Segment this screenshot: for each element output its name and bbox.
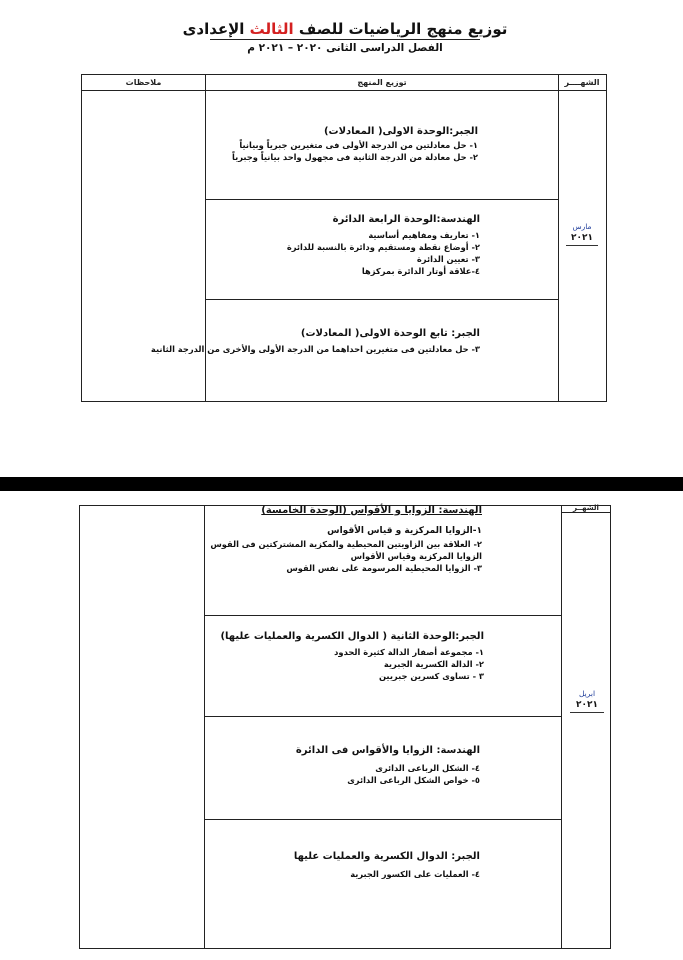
month-underline <box>570 712 604 713</box>
row-divider <box>205 819 561 820</box>
header-month: الشهــر <box>573 504 599 512</box>
month-cell <box>566 688 608 713</box>
block-item: ٣- حل معادلتين فى متغيرين احداهما من الدرجة الأولى والأخرى من الدرجة الثانية <box>150 344 480 354</box>
row-divider <box>206 199 558 200</box>
title-underline <box>210 39 480 41</box>
block-item: ٤-علاقة أوتار الدائرة بمركزها <box>361 266 480 276</box>
title-text-end: الإعدادى <box>182 20 250 38</box>
month-year: ٢٠٢١ <box>576 700 598 710</box>
block-item: الزوايا المركزية وقياس الأقواس <box>350 551 482 561</box>
block-item: ١-الزوايا المركزية و قياس الأقواس <box>327 526 482 536</box>
block-title: الجبر: الدوال الكسرية والعمليات عليها <box>293 851 480 862</box>
document-subtitle: الفصل الدراسى الثانى ٢٠٢٠ – ٢٠٢١ م <box>247 42 443 54</box>
curriculum-table <box>79 505 611 949</box>
month-year: ٢٠٢١ <box>571 233 593 243</box>
curriculum-block <box>134 630 484 682</box>
title-text: توزيع منهج الرياضيات للصف <box>293 20 508 38</box>
block-item: ٣ - تساوى كسرين جبريين <box>378 671 484 681</box>
block-item: ١- مجموعة أصفار الدالة كثيرة الحدود <box>334 647 484 657</box>
title-grade-highlight: الثالث <box>249 20 294 38</box>
block-item: ٢- العلاقة بين الزاويتين المحيطية والمكزية المشتركتين فى القوس <box>210 539 482 549</box>
block-title: الهندسة: الزوايا و الأقواس (الوحدة الخامسة) <box>261 505 482 516</box>
column-divider <box>561 506 562 948</box>
curriculum-block <box>150 850 480 880</box>
row-divider <box>205 615 561 616</box>
block-item: ٤- العمليات على الكسور الجبرية <box>350 869 480 879</box>
block-title: الجبر:الوحدة الثانية ( الدوال الكسرية والعمليات عليها) <box>220 631 484 642</box>
curriculum-block <box>150 213 480 277</box>
header-curriculum: توزيع المنهج <box>357 78 407 87</box>
block-title: الهندسة:الوحدة الرابعة الدائرة <box>332 214 480 225</box>
document-title <box>180 20 510 38</box>
curriculum-block <box>132 504 482 574</box>
month-name: مارس <box>572 222 592 231</box>
curriculum-table <box>81 74 607 402</box>
block-item: ٥- خواص الشكل الرباعى الدائرى <box>347 775 480 785</box>
block-title: الجبر: تابع الوحدة الاولى( المعادلات) <box>300 328 480 339</box>
row-divider <box>206 299 558 300</box>
month-cell <box>562 221 602 246</box>
block-item: ١- حل معادلتين من الدرجة الأولى فى متغيرين جبرياً وبيانياً <box>239 140 478 150</box>
header-month: الشهــــر <box>564 78 600 87</box>
block-title: الهندسة: الزوايا والأقواس فى الدائرة <box>295 745 480 756</box>
row-divider <box>205 716 561 717</box>
month-name: ابريل <box>578 689 596 698</box>
block-item: ٢- أوضاع نقطة ومستقيم ودائرة بالنسبة للدائرة <box>286 242 480 252</box>
block-item: ١- تعاريف ومفاهيم أساسية <box>368 230 480 240</box>
curriculum-block <box>140 327 480 355</box>
block-item: ٤- الشكل الرباعى الدائرى <box>375 763 480 773</box>
block-title: الجبر:الوحدة الاولى( المعادلات) <box>323 126 478 137</box>
column-divider <box>558 75 559 401</box>
header-notes: ملاحظات <box>125 78 162 87</box>
block-item: ٣- تعيين الدائرة <box>416 254 480 264</box>
header-divider <box>562 512 610 513</box>
document-page-1 <box>0 0 683 477</box>
block-item: ٢- الدالة الكسرية الجبرية <box>383 659 484 669</box>
block-item: ٣- الزوايا المحيطية المرسومة على نفس القوس <box>286 563 482 573</box>
curriculum-block <box>148 125 478 163</box>
curriculum-block <box>150 744 480 786</box>
month-underline <box>566 245 598 246</box>
block-item: ٢- حل معادلة من الدرجة الثانية فى مجهول واحد بيانياً وجبرياً <box>231 152 478 162</box>
document-page-2 <box>0 491 683 960</box>
